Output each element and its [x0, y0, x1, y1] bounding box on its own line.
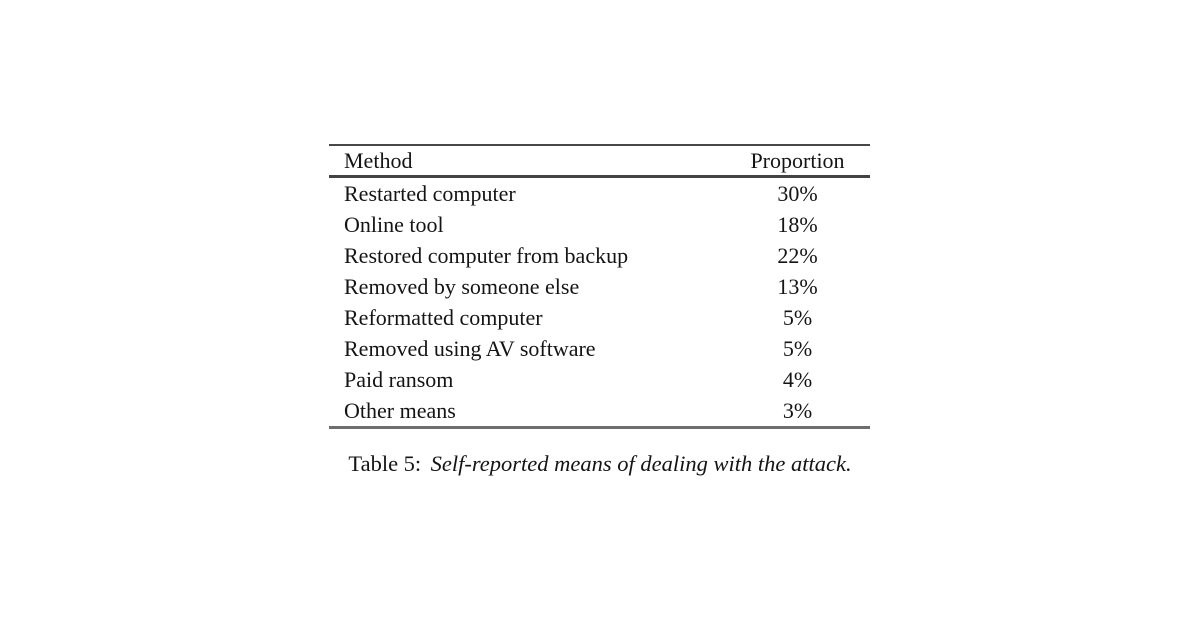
proportion-cell: 5%: [782, 335, 813, 361]
method-cell: Other means: [329, 395, 725, 428]
table-caption-label: Table 5:: [348, 451, 422, 476]
proportion-cell: 5%: [782, 304, 813, 330]
header-row: [329, 145, 870, 177]
table-row: [329, 395, 870, 428]
table-row: [329, 333, 870, 364]
proportion-cell: 13%: [777, 273, 818, 299]
method-cell: Online tool: [344, 211, 444, 237]
method-cell: Removed by someone else: [344, 273, 580, 299]
table-caption-text: Self-reported means of dealing with the attack.: [430, 451, 852, 476]
table-row: [329, 209, 870, 240]
results-table-container: [329, 144, 870, 429]
table-row: [329, 364, 870, 395]
table-header: [329, 145, 870, 177]
table-body: [329, 177, 870, 428]
method-cell: Restored computer from backup: [344, 242, 629, 268]
proportion-cell: 18%: [777, 211, 818, 237]
column-header-proportion: Proportion: [725, 145, 870, 177]
proportion-cell: 22%: [777, 242, 818, 268]
method-cell: Reformatted computer: [344, 304, 543, 330]
method-cell: Paid ransom: [344, 366, 454, 392]
method-cell: Restarted computer: [344, 180, 516, 206]
table-row: [329, 177, 870, 210]
proportion-cell: 4%: [782, 366, 813, 392]
table-row: [329, 302, 870, 333]
table-caption: [0, 451, 1200, 477]
proportion-cell: 3%: [725, 395, 870, 428]
table-row: [329, 240, 870, 271]
proportion-cell: 30%: [777, 180, 818, 206]
results-table: [329, 144, 870, 429]
table-row: [329, 271, 870, 302]
column-header-method: Method: [329, 145, 725, 177]
method-cell: Removed using AV software: [344, 335, 596, 361]
